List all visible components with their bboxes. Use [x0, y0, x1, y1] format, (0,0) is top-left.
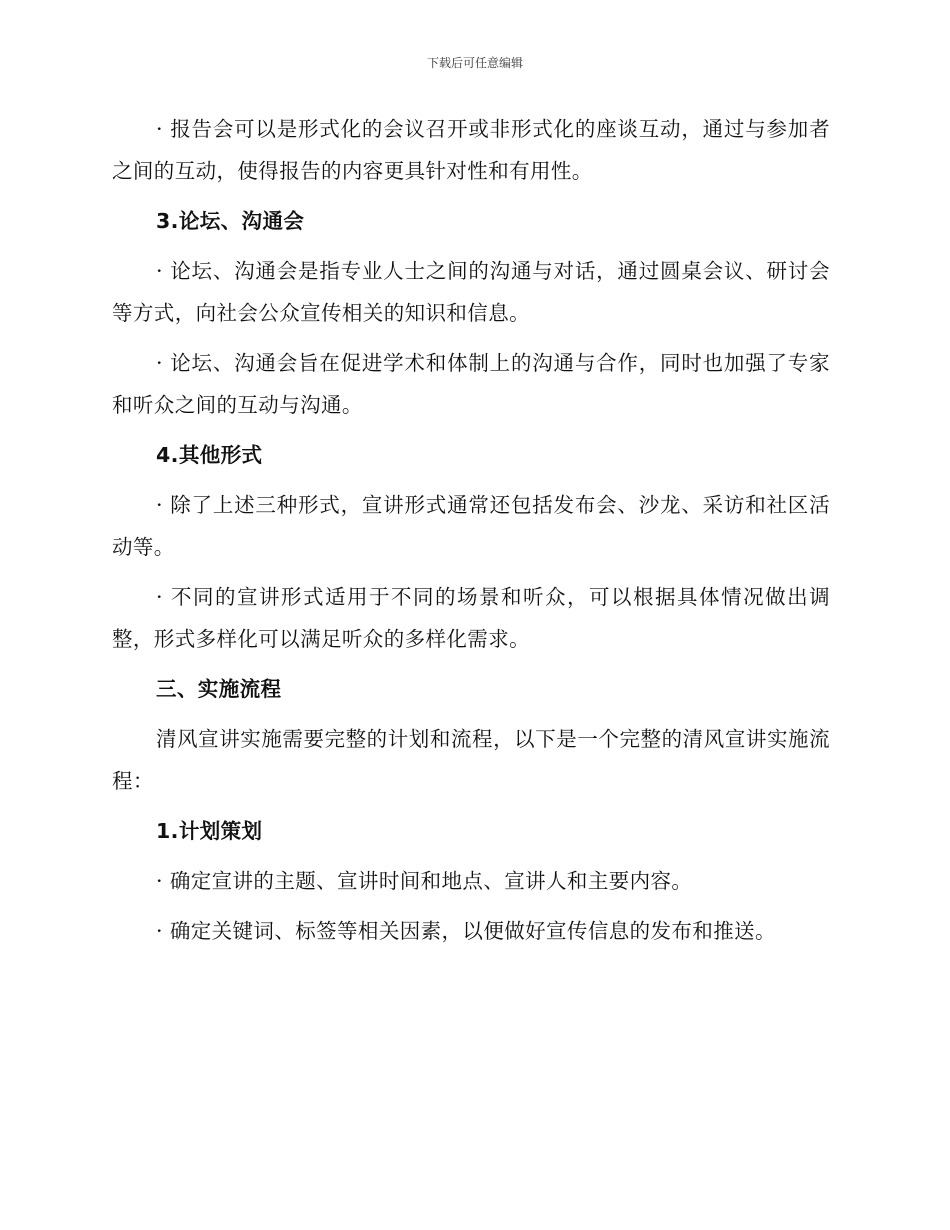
paragraph-process-intro: 清风宣讲实施需要完整的计划和流程，以下是一个完整的清风宣讲实施流程：: [112, 727, 830, 793]
paragraph-forms-adaptation: · 不同的宣讲形式适用于不同的场景和听众，可以根据具体情况做出调整，形式多样化可以满足听众的多样化需求。: [112, 585, 830, 651]
paragraph-report-meeting-interaction: · 报告会可以是形式化的会议召开或非形式化的座谈互动，通过与参加者之间的互动，使得报告的内容更具针对性和有用性。: [112, 117, 830, 183]
heading-forum: 3.论坛、沟通会: [156, 209, 305, 233]
document-body: [112, 108, 830, 952]
paragraph-planning-keywords: · 确定关键词、标签等相关因素，以便做好宣传信息的发布和推送。: [156, 919, 776, 943]
paragraph-forum-definition: · 论坛、沟通会是指专业人士之间的沟通与对话，通过圆桌会议、研讨会等方式，向社会公众宣传相关的知识和信息。: [112, 259, 830, 325]
paragraph-forum-purpose: · 论坛、沟通会旨在促进学术和体制上的沟通与合作，同时也加强了专家和听众之间的互动与沟通。: [112, 351, 830, 417]
heading-implementation-process: 三、实施流程: [156, 677, 282, 701]
heading-other-forms: 4.其他形式: [156, 443, 263, 467]
header-note: 下载后可任意编辑: [426, 56, 523, 70]
paragraph-other-forms: · 除了上述三种形式，宣讲形式通常还包括发布会、沙龙、采访和社区活动等。: [112, 493, 830, 559]
paragraph-planning-topic: · 确定宣讲的主题、宣讲时间和地点、宣讲人和主要内容。: [156, 869, 693, 893]
heading-planning: 1.计划策划: [156, 819, 263, 843]
